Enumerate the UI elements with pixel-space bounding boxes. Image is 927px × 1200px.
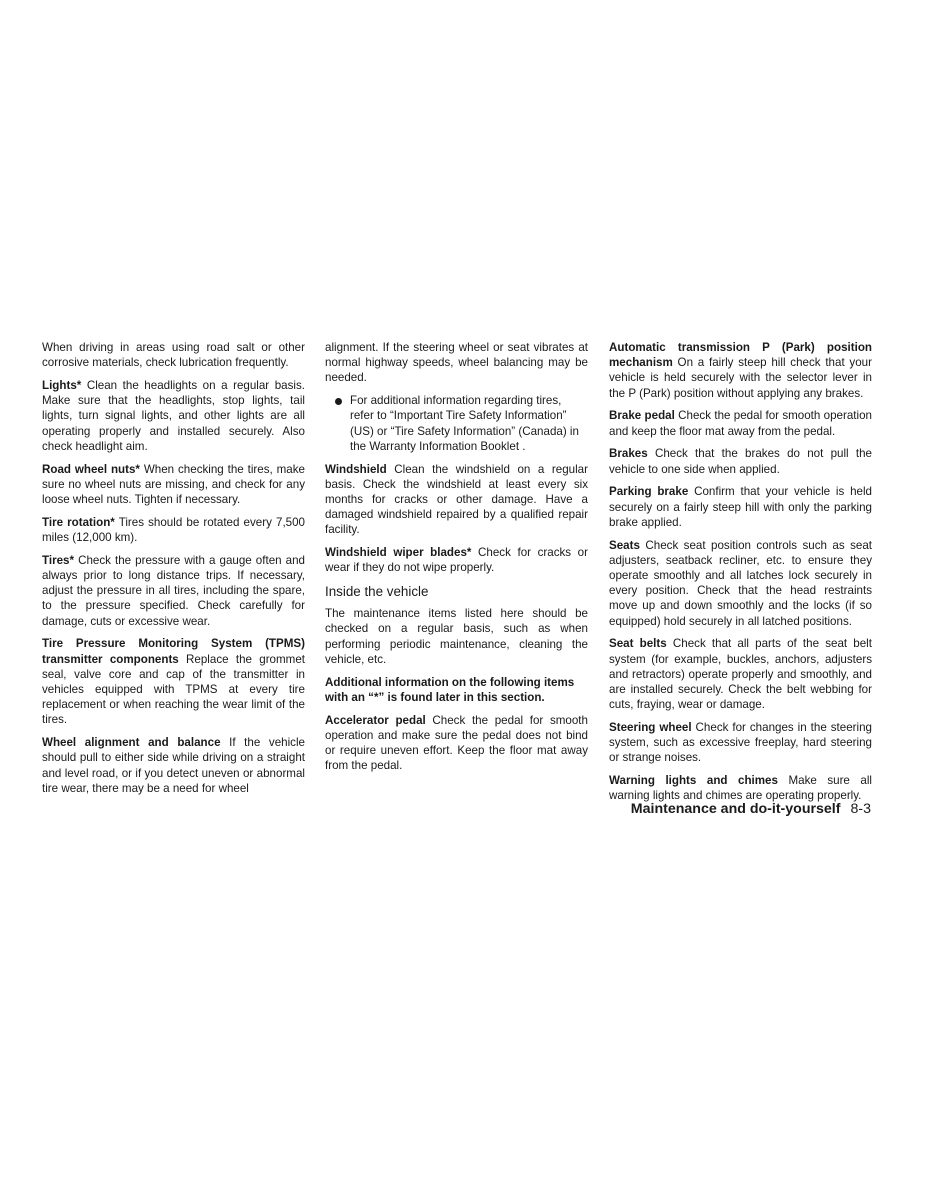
bullet-icon xyxy=(335,398,342,405)
bullet-tire-info xyxy=(325,393,588,454)
term-park-mechanism: Automatic transmission P (Park) position mechanism xyxy=(609,341,872,370)
term-tpms: Tire Pressure Monitoring System (TPMS) transmitter components xyxy=(42,637,305,666)
paragraph-brake-pedal xyxy=(609,408,872,438)
paragraph-text: Clean the windshield on a regular basis. Check the windshield at least every six months for cracks or other damage. Have a damaged windshield repaired by a qualified repair facility. xyxy=(325,462,588,537)
section-heading-inside-vehicle: Inside the vehicle xyxy=(325,584,429,600)
paragraph-wheel-alignment-continued xyxy=(325,340,588,386)
paragraph-additional-info: Additional information on the following items with an “*” is found later in this section. xyxy=(325,675,575,704)
paragraph-text: The maintenance items listed here should be checked on a regular basis, such as when performing periodic maintenance, cleaning the vehicle, etc. xyxy=(325,607,588,666)
paragraph-text: Clean the headlights on a regular basis. Make sure that the headlights, stop lights, tail lights, turn signal lights, and other lights are all operating properly and installed securely. Also check headlight aim. xyxy=(42,379,305,453)
paragraph-text: Check seat position controls such as seat adjusters, seatback recliner, etc. to ensure they operate smoothly and all latches lock securely in every position. Check that the head restraints move up and down smoothly and the locks (if so equipped) hold securely in all latched positions. xyxy=(609,538,872,628)
paragraph-text: When checking the tires, make sure no wheel nuts are missing, and check for any loose wheel nuts. Tighten if necessary. xyxy=(42,462,305,507)
footer-section-title: Maintenance and do-it-yourself xyxy=(630,801,841,817)
term-warning-lights: Warning lights and chimes xyxy=(609,774,778,788)
term-tire-rotation: Tire rotation* xyxy=(42,515,115,529)
paragraph-brakes xyxy=(609,446,872,476)
term-tires: Tires* xyxy=(42,553,75,567)
paragraph-inside-intro xyxy=(325,606,588,667)
paragraph-road-wheel-nuts xyxy=(42,462,305,508)
paragraph-text: Check for changes in the steering system, such as excessive freeplay, hard steering or strange noises. xyxy=(609,721,872,765)
term-road-wheel-nuts: Road wheel nuts* xyxy=(42,462,140,476)
paragraph-wheel-alignment xyxy=(42,735,305,796)
term-brakes: Brakes xyxy=(609,447,648,461)
paragraph-text: Tires should be rotated every 7,500 miles (12,000 km). xyxy=(42,515,306,545)
paragraph-road-salt xyxy=(42,340,305,370)
term-seats: Seats xyxy=(609,538,640,552)
paragraph-tire-rotation xyxy=(42,515,305,545)
paragraph-text: Check the pedal for smooth operation and make sure the pedal does not bind or require uneven effort. Keep the floor mat away from the pedal. xyxy=(325,713,588,773)
paragraph-text: When driving in areas using road salt or other corrosive materials, check lubrication frequently. xyxy=(42,341,305,370)
paragraph-text: Make sure all warning lights and chimes are operating properly. xyxy=(609,774,872,803)
paragraph-text: On a fairly steep hill check that your vehicle is held securely with the selector lever in the P (Park) position without applying any brakes. xyxy=(609,356,872,400)
paragraph-text: Check the pedal for smooth operation and keep the floor mat away from the pedal. xyxy=(609,409,873,438)
paragraph-text: Check that the brakes do not pull the vehicle to one side when applied. xyxy=(609,447,872,476)
term-lights: Lights* xyxy=(42,379,82,392)
page-footer xyxy=(631,800,871,818)
paragraph-tpms xyxy=(42,636,305,727)
term-seat-belts: Seat belts xyxy=(609,637,667,651)
paragraph-park-mechanism xyxy=(609,340,872,401)
bullet-text: For additional information regarding tires, refer to “Important Tire Safety Information” (US) or “Tire Safety Information” (Canada) in the Warranty Information Booklet . xyxy=(350,394,579,453)
paragraph-steering-wheel xyxy=(609,720,872,766)
paragraph-text: Check the pressure with a gauge often and always prior to long distance trips. If necessary, adjust the pressure in all tires, including the spare, to the pressure specified. Check carefully for damage, cuts or excessive wear. xyxy=(42,553,305,628)
term-accelerator-pedal: Accelerator pedal xyxy=(325,713,426,727)
paragraph-text: If the vehicle should pull to either side while driving on a straight and level road, or if you detect uneven or abnormal tire wear, there may be a need for wheel xyxy=(42,736,305,795)
term-windshield: Windshield xyxy=(325,462,387,476)
paragraph-text: Confirm that your vehicle is held securely on a fairly steep hill with only the parking brake applied. xyxy=(609,485,872,529)
term-wheel-alignment: Wheel alignment and balance xyxy=(42,736,221,750)
paragraph-seat-belts xyxy=(609,636,872,712)
paragraph-parking-brake xyxy=(609,484,872,530)
term-brake-pedal: Brake pedal xyxy=(609,409,675,423)
paragraph-text: Check for cracks or wear if they do not wipe properly. xyxy=(325,546,588,575)
term-steering-wheel: Steering wheel xyxy=(609,721,692,735)
paragraph-lights xyxy=(42,378,305,454)
paragraph-text: Check that all parts of the seat belt system (for example, buckles, anchors, adjusters and retractors) operate properly and smoothly, and are installed securely. Check the belt webbing for cuts, fraying, wear or damage. xyxy=(609,637,872,712)
paragraph-text: alignment. If the steering wheel or seat vibrates at normal highway speeds, wheel balancing may be needed. xyxy=(325,341,588,385)
paragraph-windshield xyxy=(325,462,588,538)
term-wiper-blades: Windshield wiper blades* xyxy=(325,546,472,560)
paragraph-text: Replace the grommet seal, valve core and cap of the transmitter in vehicles equipped with TPMS at every tire replacement or when reaching the wear limit of the tires. xyxy=(42,652,305,727)
paragraph-accelerator-pedal xyxy=(325,713,588,774)
paragraph-tires xyxy=(42,553,305,629)
term-parking-brake: Parking brake xyxy=(609,485,689,499)
footer-page-number: 8-3 xyxy=(850,801,871,817)
paragraph-wiper-blades xyxy=(325,545,588,575)
paragraph-seats xyxy=(609,538,872,629)
column-3 xyxy=(609,340,872,811)
column-1 xyxy=(42,340,305,804)
column-2 xyxy=(325,340,588,781)
